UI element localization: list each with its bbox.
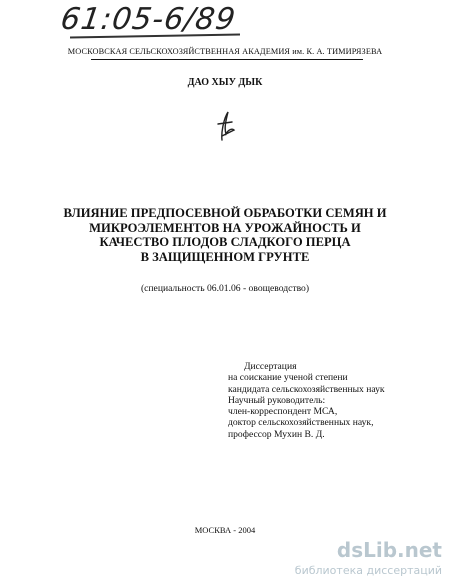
author-name: ДАО ХЫУ ДЫК [187,77,263,88]
dissertation-heading: Диссертация [244,361,297,372]
watermark-logo [337,538,442,562]
info-line: на соискание ученой степени [228,372,348,384]
signature-mark [212,110,242,142]
info-line: доктор сельскохозяйственных наук, [228,417,374,429]
title-line: МИКРОЭЛЕМЕНТОВ НА УРОЖАЙНОСТЬ И [89,220,361,235]
info-line: кандидата сельскохозяйственных наук [228,383,385,395]
title-line: В ЗАЩИЩЕННОМ ГРУНТЕ [140,249,310,264]
watermark-tagline: библиотека диссертаций [294,564,442,577]
specialty-code: (специальность 06.01.06 - овощеводство) [140,283,310,294]
title-line: КАЧЕСТВО ПЛОДОВ СЛАДКОГО ПЕРЦА [99,235,351,249]
city-year: МОСКВА - 2004 [194,525,256,535]
header-rule [91,59,363,60]
watermark-domain: .net [397,538,442,562]
watermark-brand: dsLib [336,538,398,562]
handwritten-archive-code: 61:05-6/89 [58,2,239,37]
info-line: член-корреспондент МСА, [228,406,338,418]
dissertation-info-block [228,361,385,440]
info-line: профессор Мухин В. Д. [228,428,325,440]
info-line: Научный руководитель: [228,394,326,406]
academy-name: МОСКОВСКАЯ СЕЛЬСКОХОЗЯЙСТВЕННАЯ АКАДЕМИЯ им. К. А. ТИМИРЯЗЕВА [67,47,383,56]
dissertation-title [40,206,410,264]
title-line: ВЛИЯНИЕ ПРЕДПОСЕВНОЙ ОБРАБОТКИ СЕМЯН И [63,206,387,220]
